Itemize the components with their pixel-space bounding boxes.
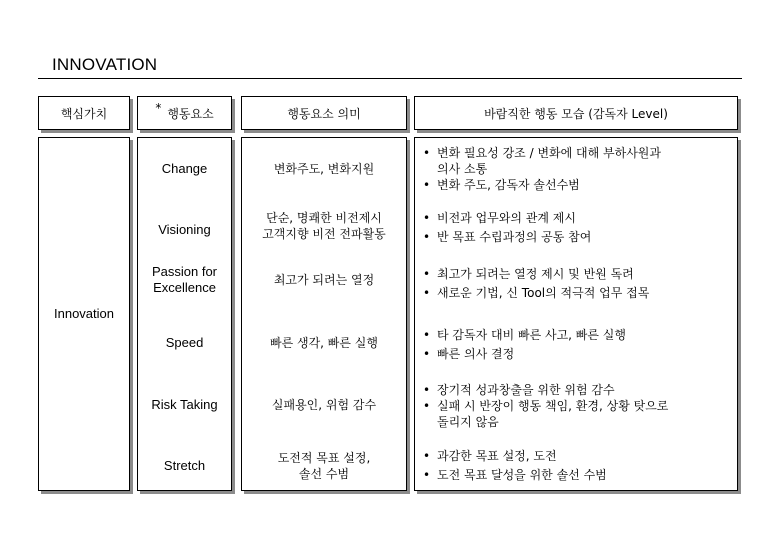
header-core-value-label: 핵심가치 — [60, 106, 108, 121]
behavior-cell — [423, 326, 626, 364]
behavior-line: • 새로운 기법, 신 Tool의 적극적 업무 접목 — [423, 284, 649, 303]
element-line: Excellence — [153, 280, 216, 295]
behavior-line: • 반 목표 수립과정의 공동 참여 — [423, 228, 591, 247]
behavior-cell — [423, 265, 649, 303]
behavior-line: • 변화 주도, 감독자 솔선수범 — [423, 177, 661, 193]
behavior-line: • 실패 시 반장이 행동 책임, 환경, 상황 탓으로 — [423, 398, 668, 414]
element-cell: Speed — [165, 335, 204, 350]
element-cell: Change — [161, 161, 208, 176]
behavior-line: • 과감한 목표 설정, 도전 — [423, 447, 607, 466]
behavior-line: • 최고가 되려는 열정 제시 및 반원 독려 — [423, 265, 649, 284]
asterisk-mark: * — [155, 101, 162, 115]
header-core-value — [38, 96, 130, 130]
title-divider — [38, 78, 742, 79]
core-value-cell: Innovation — [54, 306, 114, 321]
element-cell — [138, 264, 231, 296]
header-behavior — [414, 96, 738, 130]
meaning-cell: 실패용인, 위험 감수 — [271, 398, 377, 412]
meaning-line: 도전적 목표 설정, — [277, 451, 371, 465]
header-meaning-label: 행동요소 의미 — [287, 106, 361, 121]
behavior-line: 의사 소통 — [437, 162, 488, 176]
behavior-cell — [423, 145, 661, 193]
behavior-line: • 빠른 의사 결정 — [423, 345, 626, 364]
meaning-line: 솔선 수범 — [298, 467, 350, 481]
core-value-column — [38, 137, 130, 491]
behavior-line: • 변화 필요성 강조 / 변화에 대해 부하사원과 — [423, 145, 661, 161]
header-element-label: 행동요소 — [167, 106, 214, 121]
header-meaning — [241, 96, 407, 130]
behavior-line: • 타 감독자 대비 빠른 사고, 빠른 실행 — [423, 326, 626, 345]
header-element — [137, 96, 232, 130]
element-cell: Visioning — [158, 222, 211, 237]
meaning-cell: 최고가 되려는 열정 — [273, 273, 375, 287]
behavior-line: • 비전과 업무와의 관계 제시 — [423, 209, 591, 228]
element-cell: Stretch — [163, 458, 206, 473]
element-line: Passion for — [151, 264, 218, 279]
meaning-cell — [242, 450, 406, 482]
behavior-line: • 도전 목표 달성을 위한 솔선 수범 — [423, 466, 607, 485]
meaning-cell: 빠른 생각, 빠른 실행 — [270, 336, 378, 350]
meaning-line: 단순, 명쾌한 비전제시 — [266, 211, 382, 225]
behavior-column — [414, 137, 738, 491]
meaning-column — [241, 137, 407, 491]
element-column — [137, 137, 232, 491]
header-behavior-label: 바람직한 행동 모습 (감독자 Level) — [484, 106, 668, 121]
meaning-cell — [242, 210, 406, 242]
meaning-cell: 변화주도, 변화지원 — [273, 162, 375, 176]
behavior-cell — [423, 209, 591, 247]
behavior-line: • 장기적 성과창출을 위한 위험 감수 — [423, 382, 668, 398]
meaning-line: 고객지향 비전 전파활동 — [262, 227, 386, 241]
behavior-cell — [423, 382, 668, 430]
behavior-line: 돌리지 않음 — [437, 415, 499, 429]
element-cell: Risk Taking — [151, 397, 218, 412]
page-title: INNOVATION — [52, 55, 158, 74]
behavior-cell — [423, 447, 607, 485]
